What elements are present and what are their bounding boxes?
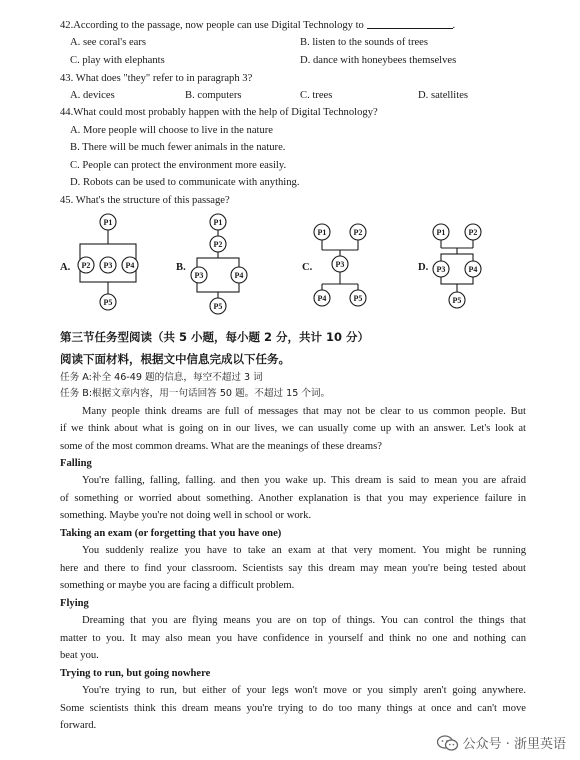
svg-text:P3: P3	[436, 265, 446, 274]
q43-option-b: B. computers	[185, 90, 242, 101]
q44-option-c: C. People can protect the environment more easily.	[70, 160, 287, 171]
svg-text:P3: P3	[103, 261, 113, 270]
q44-option-d: D. Robots can be used to communicate with anything.	[70, 177, 300, 188]
watermark-text: 公众号 · 浙里英语	[462, 737, 566, 752]
wechat-icon	[437, 735, 459, 751]
subheading-run: Trying to run, but going nowhere	[60, 668, 211, 679]
subheading-exam: Taking an exam (or forgetting that you have one)	[60, 528, 282, 539]
subheading-falling: Falling	[60, 458, 92, 469]
exam-line-2: here and there to find your classroom. Scientists say this dream may mean you're being tested about	[60, 563, 526, 574]
svg-text:P4: P4	[125, 261, 135, 270]
svg-text:P2: P2	[81, 261, 91, 270]
svg-text:P5: P5	[213, 302, 223, 311]
svg-text:P4: P4	[317, 294, 327, 303]
exam-line-3: something or maybe you are facing a difficult problem.	[60, 580, 295, 591]
watermark	[437, 733, 566, 752]
q44-stem: 44.What could most probably happen with the help of Digital Technology?	[60, 107, 378, 118]
svg-text:P2: P2	[353, 228, 363, 237]
section-heading: 第三节任务型阅读（共 5 小题，每小题 2 分，共计 10 分）	[60, 330, 370, 344]
svg-text:P3: P3	[335, 260, 345, 269]
q42-stem: 42.According to the passage, now people can use Digital Technology to .	[60, 20, 456, 31]
svg-text:P1: P1	[436, 228, 446, 237]
structure-diagrams	[0, 208, 580, 320]
svg-text:P4: P4	[234, 271, 244, 280]
svg-text:P5: P5	[103, 298, 113, 307]
falling-line-3: something. Maybe you're not doing well in school or work.	[60, 510, 312, 521]
answer-blank	[367, 18, 453, 29]
q42-option-a: A. see coral's ears	[70, 37, 147, 48]
falling-line-1: You're falling, falling, falling. and then you wake up. This dream is said to mean you are afraid	[82, 475, 526, 486]
q43-stem: 43. What does "they" refer to in paragraph 3?	[60, 73, 253, 84]
q42-option-d: D. dance with honeybees themselves	[300, 55, 457, 66]
diagram-option-label: D.	[418, 262, 429, 273]
diagram-option-label: B.	[176, 262, 186, 273]
svg-text:P2: P2	[468, 228, 478, 237]
flying-line-3: beat you.	[60, 650, 99, 661]
run-line-3: forward.	[60, 720, 97, 731]
run-line-2: Some scientists think this dream means you're trying to do too many things at once and can't move	[60, 703, 526, 714]
q43-option-d: D. satellites	[418, 90, 469, 101]
svg-text:P4: P4	[468, 265, 478, 274]
svg-text:P1: P1	[213, 218, 223, 227]
diagram-option-a	[60, 214, 138, 310]
diagram-option-c	[302, 224, 366, 306]
intro-line-1: Many people think dreams are full of messages that may not be clear to us common people. But	[82, 406, 526, 417]
q45-stem: 45. What's the structure of this passage?	[60, 195, 230, 206]
diagram-option-d	[418, 224, 481, 308]
q43-option-c: C. trees	[300, 90, 333, 101]
q42-option-c: C. play with elephants	[70, 55, 165, 66]
q42-option-b: B. listen to the sounds of trees	[300, 37, 428, 48]
intro-line-2: if we think about what is going on in our lives, we can usually come up with an answer. Let's look at	[60, 423, 526, 434]
intro-line-3: some of the most common dreams. What are the meanings of these dreams?	[60, 441, 382, 452]
svg-text:P5: P5	[452, 296, 462, 305]
subheading-flying: Flying	[60, 598, 89, 609]
task-b: 任务 B:根据文章内容，用一句话回答 50 题。不超过 15 个词。	[60, 388, 331, 399]
flying-line-2: matter to you. It may also mean you have confidence in yourself and think no one and nothing can	[60, 633, 526, 644]
diagram-option-label: C.	[302, 262, 313, 273]
q43-option-a: A. devices	[70, 90, 115, 101]
diagram-option-label: A.	[60, 262, 71, 273]
flying-line-1: Dreaming that you are flying means you are on top of things. You can control the things that	[82, 615, 526, 626]
task-a: 任务 A:补全 46-49 题的信息，每空不超过 3 词	[60, 372, 263, 383]
q44-option-b: B. There will be much fewer animals in the nature.	[70, 142, 286, 153]
falling-line-2: of something or worried about something. Another explanation is that you may experience failure in	[60, 493, 526, 504]
section-instruction: 阅读下面材料，根据文中信息完成以下任务。	[60, 352, 290, 366]
svg-text:P3: P3	[194, 271, 204, 280]
q44-option-a: A. More people will choose to live in the nature	[70, 125, 273, 136]
svg-text:P1: P1	[103, 218, 113, 227]
svg-text:P2: P2	[213, 240, 223, 249]
exam-line-1: You suddenly realize you have to take an exam at that very moment. You might be running	[82, 545, 526, 556]
svg-text:P1: P1	[317, 228, 327, 237]
diagram-option-b	[176, 214, 247, 314]
run-line-1: You're trying to run, but either of your legs won't move or you simply aren't going anywhere.	[82, 685, 526, 696]
svg-text:P5: P5	[353, 294, 363, 303]
